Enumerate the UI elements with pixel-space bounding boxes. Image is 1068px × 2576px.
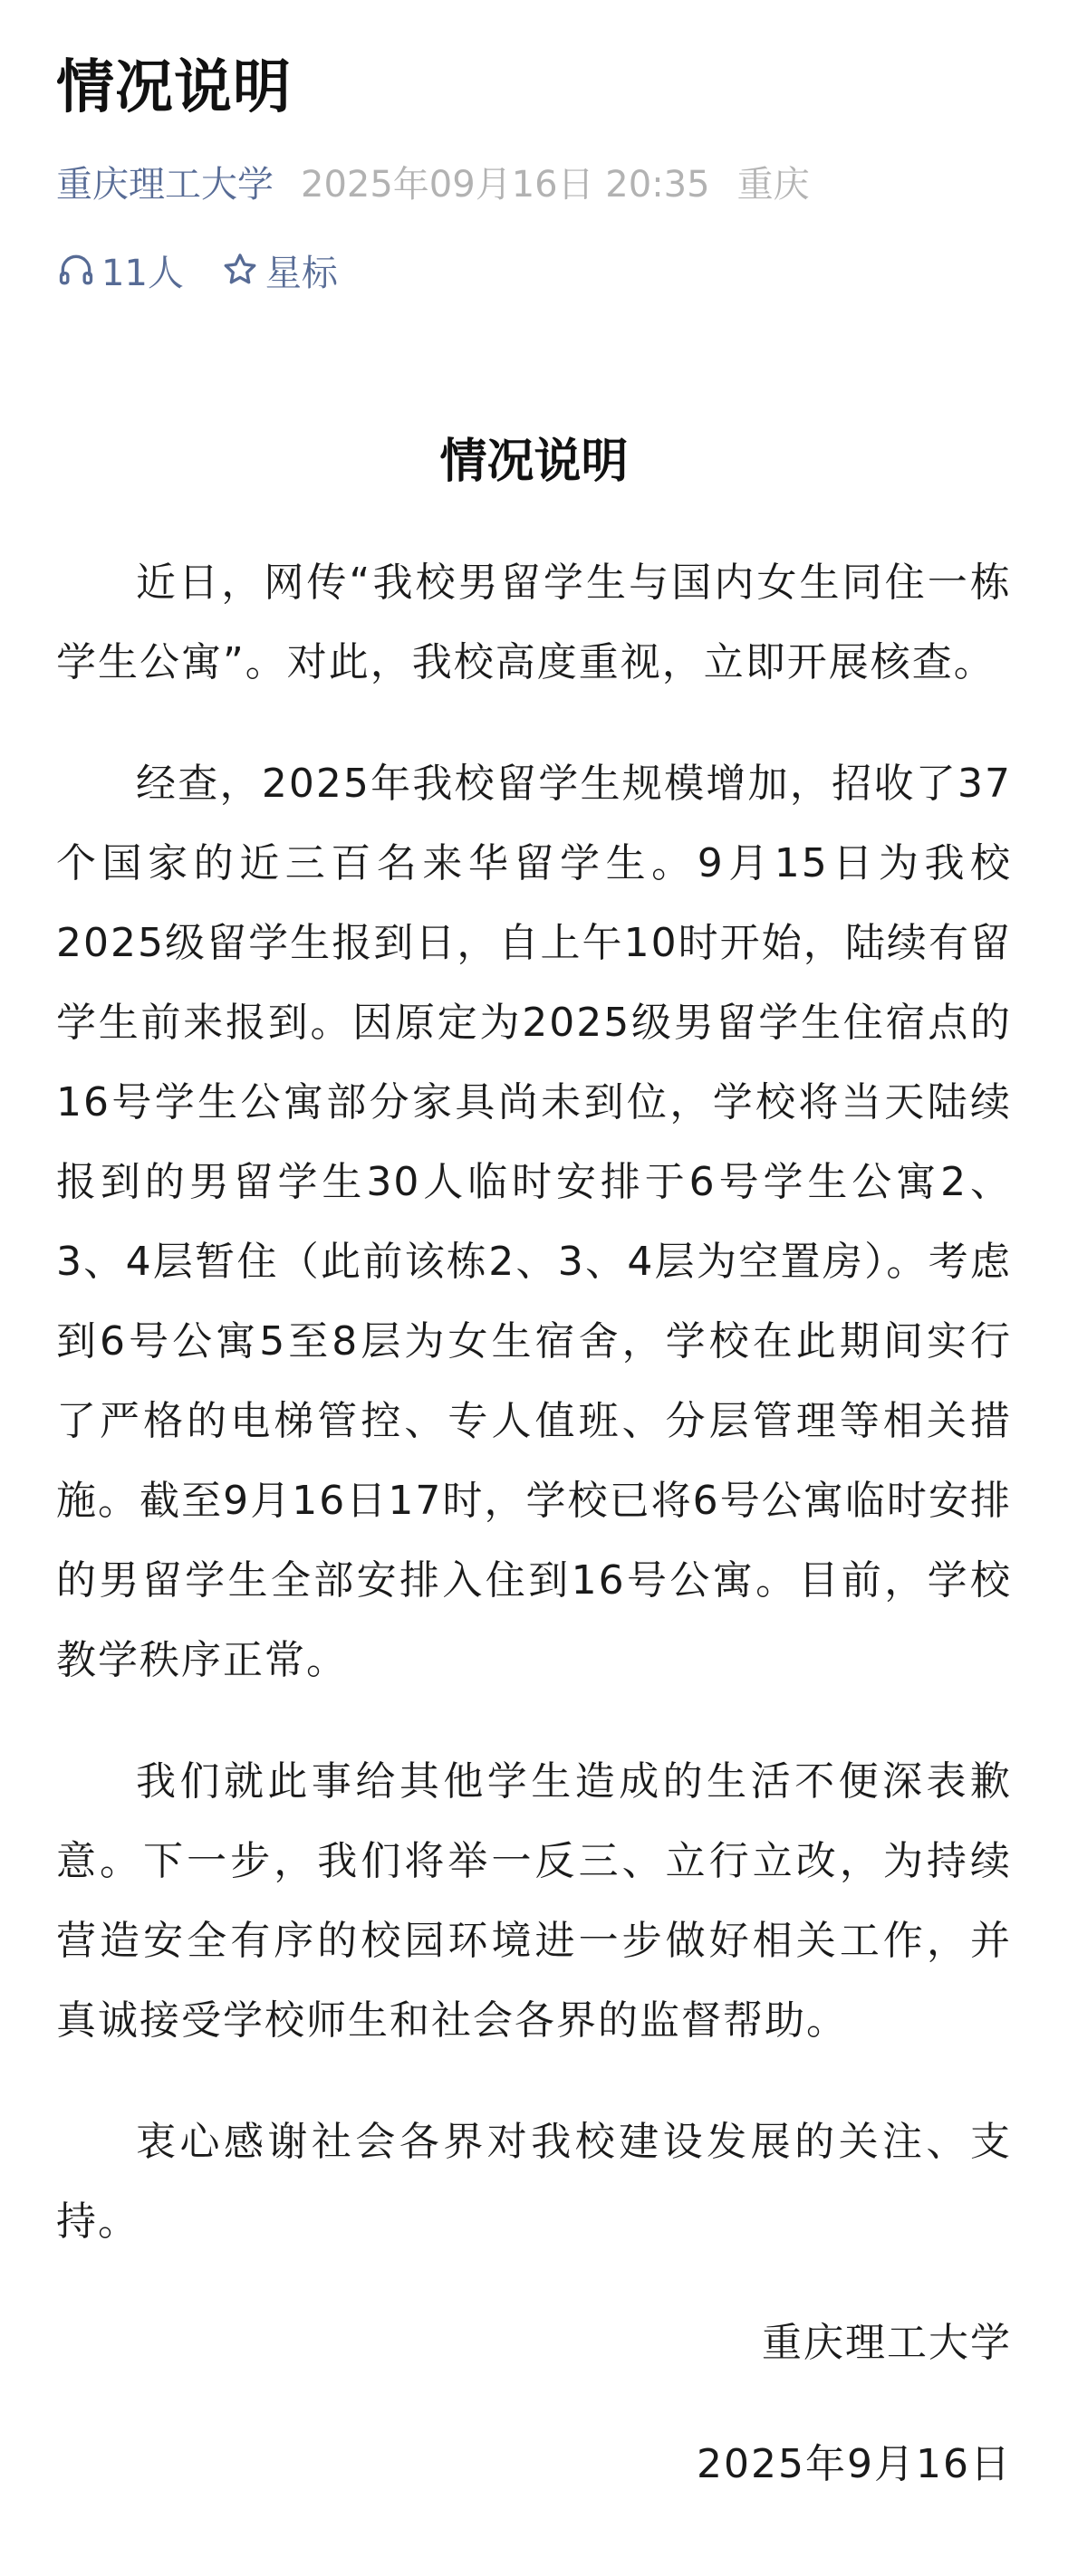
signature-date: 2025年9月16日 (697, 2441, 1012, 2487)
paragraph-1: 近日，网传“我校男留学生与国内女生同住一栋学生公寓”。对此，我校高度重视，立即开展核查。 (56, 560, 1012, 685)
article-title: 情况说明 (56, 54, 292, 121)
headphones-icon (56, 250, 96, 290)
article-stats (56, 243, 374, 297)
paragraph-4: 衷心感谢社会各界对我校建设发展的关注、支持。 (56, 2119, 1012, 2245)
listen-button[interactable] (56, 244, 184, 296)
article-meta (56, 154, 810, 208)
paragraph-2: 经查，2025年我校留学生规模增加，招收了37个国家的近三百名来华留学生。9月15日为我校2025级留学生报到日，自上午10时开始，陆续有留学生前来报到。因原定为2025级男留学生住宿点的16号学生公寓部分家具尚未到位，学校将当天陆续报到的男留学生30人临时安排于6号学生公寓2、3、4层暂住（此前该栋2、3、4层为空置房）。考虑到6号公寓5至8层为女生宿舍，学校在此期间实行了严格的电梯管控、专人值班、分层管理等相关措施。截至9月16日17时，学校已将6号公寓临时安排的男留学生全部安排入住到16号公寓。目前，学校教学秩序正常。 (56, 761, 1012, 1683)
star-button[interactable] (220, 244, 338, 296)
paragraph-3: 我们就此事给其他学生造成的生活不便深表歉意。下一步，我们将举一反三、立行立改，为持续营造安全有序的校园环境进一步做好相关工作，并真诚接受学校师生和社会各界的监督帮助。 (56, 1758, 1012, 2044)
listen-count: 11人 (101, 252, 184, 294)
document-heading: 情况说明 (439, 435, 629, 489)
star-icon (220, 250, 260, 290)
document-body (56, 543, 1012, 2504)
publish-time: 2025年09月16日 20:35 (301, 163, 710, 206)
star-label: 星标 (265, 252, 338, 294)
publish-location: 重庆 (736, 163, 810, 206)
signature-org: 重庆理工大学 (762, 2320, 1012, 2366)
author-link[interactable]: 重庆理工大学 (56, 163, 274, 206)
